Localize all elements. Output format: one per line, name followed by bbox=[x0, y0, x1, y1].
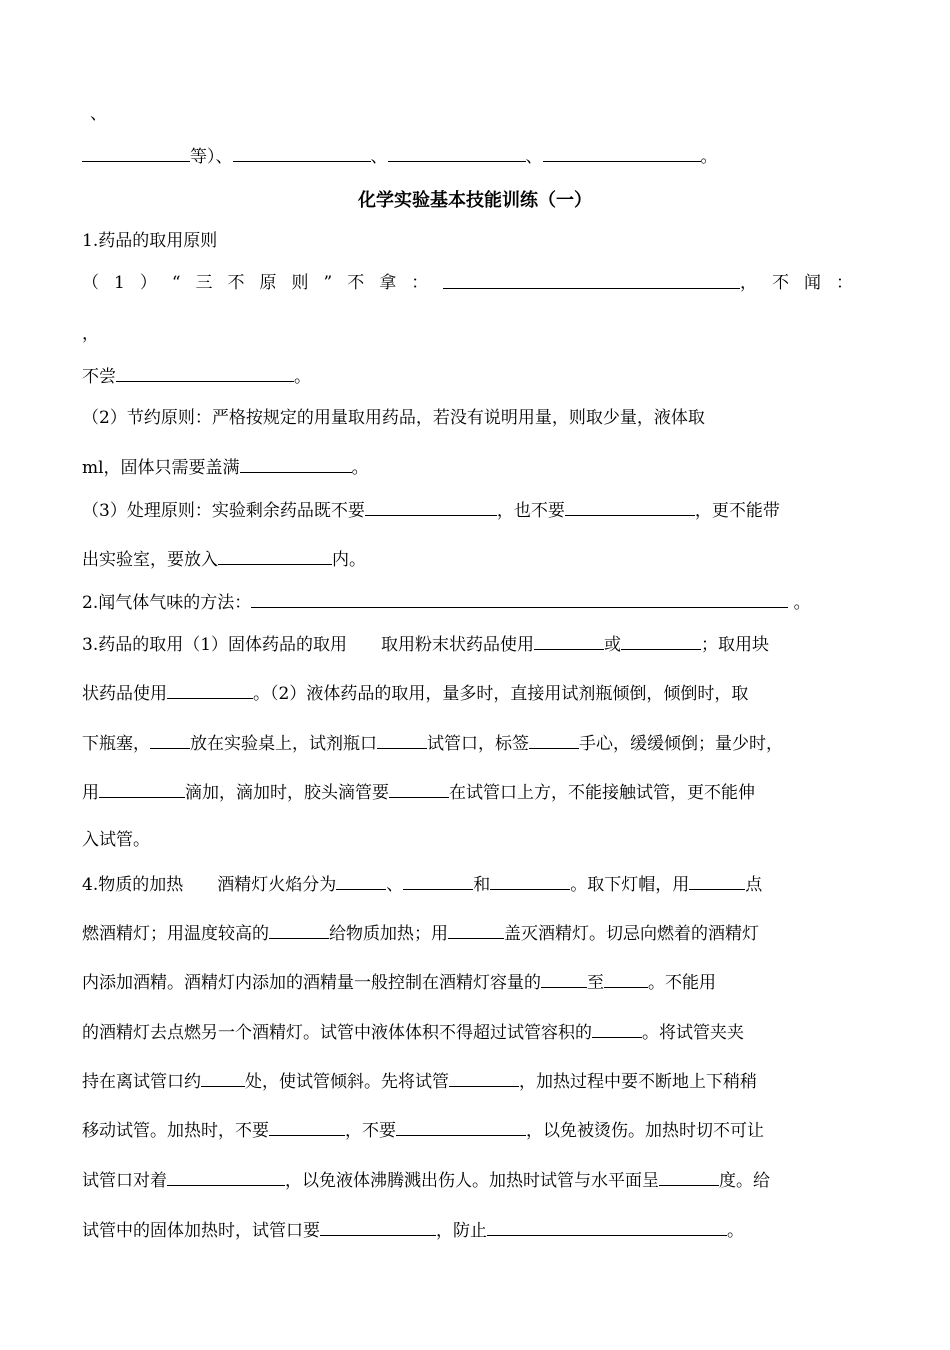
answer-blank[interactable] bbox=[269, 1118, 345, 1136]
answer-blank[interactable] bbox=[565, 498, 695, 516]
section-2-line: 2.闻气体气味的方法： 。 bbox=[82, 590, 868, 615]
answer-blank[interactable] bbox=[443, 271, 740, 289]
answer-blank[interactable] bbox=[336, 872, 386, 890]
section-3-line-5: 入试管。 bbox=[82, 830, 150, 850]
answer-blank[interactable] bbox=[592, 1020, 642, 1038]
rule-1-comma: ， bbox=[82, 324, 99, 344]
answer-blank[interactable] bbox=[403, 872, 473, 890]
section-4-line-5: 持在离试管口约 处，使试管倾斜。先将试管 ，加热过程中要不断地上下稍稍 bbox=[82, 1069, 868, 1094]
answer-blank[interactable] bbox=[201, 1069, 245, 1087]
answer-blank[interactable] bbox=[388, 144, 526, 162]
answer-blank[interactable] bbox=[116, 364, 294, 382]
answer-blank[interactable] bbox=[233, 144, 371, 162]
answer-blank[interactable] bbox=[534, 632, 604, 650]
section-4-line-6: 移动试管。加热时，不要 ，不要 ，以免被烫伤。加热时切不可让 bbox=[82, 1118, 868, 1143]
section-4-line-2: 燃酒精灯；用温度较高的 给物质加热；用 盖灭酒精灯。切忌向燃着的酒精灯 bbox=[82, 921, 868, 946]
answer-blank[interactable] bbox=[543, 144, 701, 162]
answer-blank[interactable] bbox=[659, 1168, 719, 1186]
answer-blank[interactable] bbox=[240, 455, 352, 473]
section-4-line-8: 试管中的固体加热时，试管口要 ，防止 。 bbox=[82, 1218, 868, 1243]
section-4-line-4: 的酒精灯去点燃另一个酒精灯。试管中液体体积不得超过试管容积的 。将试管夹夹 bbox=[82, 1020, 868, 1045]
top-blanks-line: 等）、 、 、 。 bbox=[82, 144, 868, 169]
stray-comma: 、 bbox=[90, 104, 107, 124]
answer-blank[interactable] bbox=[82, 144, 190, 162]
section-4-line-7: 试管口对着 ，以免液体沸腾溅出伤人。加热时试管与水平面呈 度。给 bbox=[82, 1168, 868, 1193]
rule-2-line-1: （2）节约原则：严格按规定的用量取用药品，若没有说明用量，则取少量，液体取 bbox=[82, 408, 705, 428]
answer-blank[interactable] bbox=[99, 780, 185, 798]
section-3-line-4: 用 滴加，滴加时，胶头滴管要 在试管口上方，不能接触试管，更不能伸 bbox=[82, 780, 868, 805]
section-3-line-3: 下瓶塞， 放在实验桌上，试剂瓶口 试管口，标签 手心，缓缓倾倒；量少时， bbox=[82, 731, 868, 756]
rule-1-taste: 不尝 。 bbox=[82, 364, 868, 389]
section-3-line-1: 3.药品的取用（1）固体药品的取用 取用粉末状药品使用 或 ；取用块 bbox=[82, 632, 868, 657]
answer-blank[interactable] bbox=[396, 1118, 526, 1136]
section-4-line-3: 内添加酒精。酒精灯内添加的酒精量一般控制在酒精灯容量的 至 。不能用 bbox=[82, 970, 868, 995]
answer-blank[interactable] bbox=[490, 872, 570, 890]
answer-blank[interactable] bbox=[621, 632, 701, 650]
answer-blank[interactable] bbox=[269, 921, 329, 939]
answer-blank[interactable] bbox=[365, 498, 497, 516]
answer-blank[interactable] bbox=[218, 547, 332, 565]
rule-3-line-2: 出实验室，要放入 内。 bbox=[82, 547, 868, 572]
answer-blank[interactable] bbox=[604, 970, 648, 988]
answer-blank[interactable] bbox=[377, 731, 427, 749]
section-3-line-2: 状药品使用 。（2）液体药品的取用，量多时，直接用试剂瓶倾倒，倾倒时，取 bbox=[82, 681, 868, 706]
answer-blank[interactable] bbox=[449, 1069, 519, 1087]
answer-blank[interactable] bbox=[150, 731, 190, 749]
answer-blank[interactable] bbox=[389, 780, 449, 798]
answer-blank[interactable] bbox=[251, 590, 788, 608]
rule-2-line-2: ml，固体只需要盖满 。 bbox=[82, 455, 868, 480]
answer-blank[interactable] bbox=[448, 921, 504, 939]
page-title: 化学实验基本技能训练（一） bbox=[358, 190, 592, 211]
section-4-line-1: 4.物质的加热 酒精灯火焰分为 、 和 。取下灯帽，用 点 bbox=[82, 872, 868, 897]
rule-1-line: （1）“三不原则”不拿： ，不闻： bbox=[82, 273, 868, 293]
section-1-heading: 1.药品的取用原则 bbox=[82, 231, 218, 251]
answer-blank[interactable] bbox=[529, 731, 579, 749]
answer-blank[interactable] bbox=[487, 1218, 727, 1236]
answer-blank[interactable] bbox=[541, 970, 587, 988]
answer-blank[interactable] bbox=[167, 681, 253, 699]
answer-blank[interactable] bbox=[689, 872, 745, 890]
answer-blank[interactable] bbox=[320, 1218, 436, 1236]
answer-blank[interactable] bbox=[167, 1168, 285, 1186]
rule-3-line-1: （3）处理原则：实验剩余药品既不要 ，也不要 ，更不能带 bbox=[82, 498, 868, 523]
